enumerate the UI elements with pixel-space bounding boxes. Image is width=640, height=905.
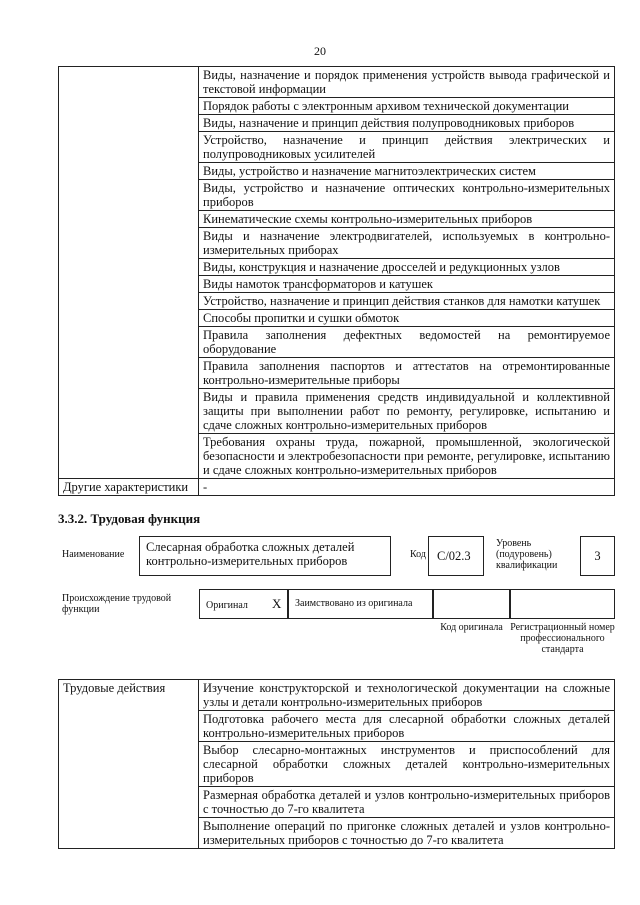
table-cell: Выбор слесарно-монтажных инструментов и приспособлений для слесарной обработки сложных деталей контрольно-измерительных приборов: [199, 742, 615, 787]
reg-number-label: Регистрационный номер профессионального стандарта: [510, 622, 615, 655]
table-cell: Требования охраны труда, пожарной, промышленной, экологической безопасности и электробезопасности при ремонте, регулировке, испытанию и сдаче сложных контрольно-измерительных приборов: [199, 434, 615, 479]
code-label: Код: [410, 549, 426, 560]
page-number: 20: [314, 44, 326, 58]
table-label-cell: [59, 67, 199, 479]
other-characteristics-label: Другие характеристики: [59, 479, 199, 496]
table-cell: Кинематические схемы контрольно-измерительных приборов: [199, 211, 615, 228]
other-characteristics-value: -: [199, 479, 615, 496]
table-row: [59, 680, 615, 711]
qualification-level-field: 3: [580, 536, 615, 576]
table-cell: Виды и назначение электродвигателей, используемых в контрольно-измерительных приборах: [199, 228, 615, 259]
table-cell: Виды намоток трансформаторов и катушек: [199, 276, 615, 293]
table-cell: Виды, конструкция и назначение дросселей и редукционных узлов: [199, 259, 615, 276]
table-cell: Размерная обработка деталей и узлов контрольно-измерительных приборов с точностью до 7-го квалитета: [199, 787, 615, 818]
labor-actions-label: Трудовые действия: [59, 680, 199, 849]
original-mark: X: [272, 596, 282, 611]
function-name-field: Слесарная обработка сложных деталей контрольно-измерительных приборов: [139, 536, 391, 576]
table-cell: Виды и правила применения средств индивидуальной и коллективной защиты при выполнении работ по ремонту, регулировке, испытанию и сдаче сложных контрольно-измерительных приборов: [199, 389, 615, 434]
qualification-level-label: Уровень (подуровень) квалификации: [496, 538, 558, 571]
section-title: 3.3.2. Трудовая функция: [58, 511, 201, 526]
table-cell: Подготовка рабочего места для слесарной обработки сложных деталей контрольно-измерительных приборов: [199, 711, 615, 742]
table-cell: Способы пропитки и сушки обмоток: [199, 310, 615, 327]
knowledge-table: [58, 66, 615, 496]
table-cell: Виды, устройство и назначение оптических контрольно-измерительных приборов: [199, 180, 615, 211]
borrowed-label: Заимствовано из оригинала: [295, 598, 413, 609]
table-row: [59, 67, 615, 98]
table-cell: Виды, устройство и назначение магнитоэлектрических систем: [199, 163, 615, 180]
table-cell: Порядок работы с электронным архивом технической документации: [199, 98, 615, 115]
name-label: Наименование: [62, 549, 125, 560]
table-cell: Правила заполнения паспортов и аттестатов на отремонтированные контрольно-измерительные приборы: [199, 358, 615, 389]
table-cell: Устройство, назначение и принцип действия электрических и полупроводниковых усилителей: [199, 132, 615, 163]
table-cell: Правила заполнения дефектных ведомостей на ремонтируемое оборудование: [199, 327, 615, 358]
table-cell: Виды, назначение и порядок применения устройств вывода графической и текстовой информации: [199, 67, 615, 98]
table-cell: Устройство, назначение и принцип действия станков для намотки катушек: [199, 293, 615, 310]
table-row: [59, 479, 615, 496]
reg-number-cell: [510, 589, 615, 619]
function-code-field: C/02.3: [428, 536, 484, 576]
origin-label: Происхождение трудовой функции: [62, 593, 172, 615]
labor-actions-table: [58, 679, 615, 849]
code-original-label: Код оригинала: [440, 622, 503, 633]
code-original-cell: [433, 589, 510, 619]
table-cell: Изучение конструкторской и технологической документации на сложные узлы и детали контрольно-измерительных приборов: [199, 680, 615, 711]
table-cell: Выполнение операций по пригонке сложных деталей и узлов контрольно-измерительных приборов с точностью до 7-го квалитета: [199, 818, 615, 849]
original-label: Оригинал: [206, 600, 248, 611]
table-cell: Виды, назначение и принцип действия полупроводниковых приборов: [199, 115, 615, 132]
